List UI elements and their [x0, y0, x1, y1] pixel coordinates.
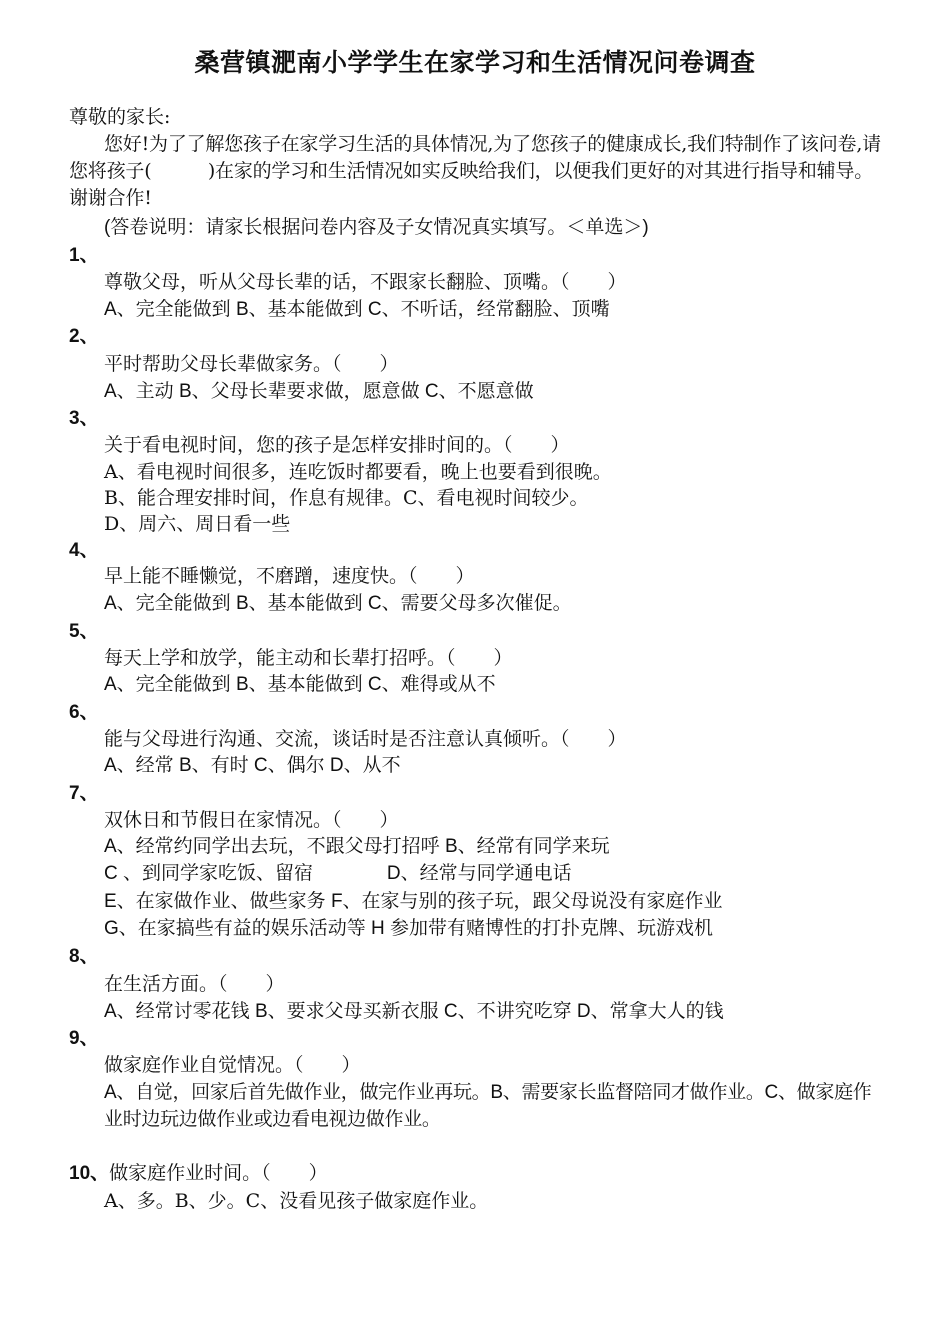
- question-options: A、完全能做到 B、基本能做到 C、需要父母多次催促。: [104, 593, 572, 614]
- question-number: 10、: [69, 1163, 110, 1184]
- question-options: G、在家搞些有益的娱乐活动等 H 参加带有赌博性的打扑克牌、玩游戏机: [104, 918, 714, 939]
- question-text: 能与父母进行沟通、交流，谈话时是否注意认真倾听。（ ）: [104, 728, 627, 750]
- question-text: 早上能不睡懒觉，不磨蹭，速度快。（ ）: [104, 565, 475, 587]
- question-text: 双休日和节假日在家情况。（ ）: [104, 809, 399, 831]
- question-options: A、主动 B、父母长辈要求做，愿意做 C、不愿意做: [104, 381, 534, 402]
- question-text: 在生活方面。（ ）: [104, 973, 285, 995]
- question-text: 做家庭作业时间。（ ）: [109, 1162, 328, 1184]
- document-title: 桑营镇淝南小学学生在家学习和生活情况问卷调查: [194, 48, 756, 77]
- question-options: A、经常 B、有时 C、偶尔 D、从不: [104, 755, 401, 776]
- question-options: A、完全能做到 B、基本能做到 C、不听话，经常翻脸、顶嘴: [104, 299, 610, 320]
- question-number: 4、: [69, 540, 99, 561]
- question-number: 6、: [69, 702, 99, 723]
- question-text: 尊敬父母，听从父母长辈的话，不跟家长翻脸、顶嘴。（ ）: [104, 271, 627, 293]
- question-options: B、能合理安排时间，作息有规律。C、看电视时间较少。: [104, 487, 589, 509]
- question-options: A、多。B、少。C、没看见孩子做家庭作业。: [104, 1190, 489, 1212]
- question-number: 1、: [69, 245, 99, 266]
- question-options: D、周六、周日看一些: [104, 513, 291, 535]
- question-text: 做家庭作业自觉情况。（ ）: [104, 1054, 361, 1076]
- question-options: A、经常约同学出去玩，不跟父母打招呼 B、经常有同学来玩: [104, 836, 610, 857]
- question-number: 7、: [69, 783, 99, 804]
- question-number: 5、: [69, 621, 99, 642]
- question-options: A、经常讨零花钱 B、要求父母买新衣服 C、不讲究吃穿 D、常拿大人的钱: [104, 1001, 724, 1022]
- question-text: 平时帮助父母长辈做家务。（ ）: [104, 353, 399, 375]
- question-number: 3、: [69, 408, 99, 429]
- question-text: 每天上学和放学，能主动和长辈打招呼。（ ）: [104, 647, 513, 669]
- question-number: 8、: [69, 946, 99, 967]
- intro-paragraph: 您好!为了了解您孩子在家学习生活的具体情况,为了您孩子的健康成长,我们特制作了该问卷,请您将孩子( )在家的学习和生活情况如实反映给我们，以便我们更好的对其进行指导和辅导。谢谢合作!: [69, 133, 881, 209]
- question-10-line: [69, 1160, 328, 1187]
- question-options: A、看电视时间很多，连吃饭时都要看，晚上也要看到很晚。: [104, 461, 612, 483]
- question-options: A、完全能做到 B、基本能做到 C、难得或从不: [104, 674, 496, 695]
- question-text: 关于看电视时间，您的孩子是怎样安排时间的。（ ）: [104, 434, 570, 456]
- question-number: 2、: [69, 326, 99, 347]
- question-number: 9、: [69, 1028, 99, 1049]
- question-options: E、在家做作业、做些家务 F、在家与别的孩子玩，跟父母说没有家庭作业: [104, 891, 723, 912]
- question-options: A、自觉，回家后首先做作业，做完作业再玩。B、需要家长监督陪同才做作业。C、做家庭作业时边玩边做作业或边看电视边做作业。: [104, 1082, 872, 1130]
- answer-instructions: (答卷说明：请家长根据问卷内容及子女情况真实填写。＜单选＞): [104, 217, 649, 238]
- greeting: 尊敬的家长:: [69, 106, 171, 128]
- question-options: C 、到同学家吃饭、留宿 D、经常与同学通电话: [104, 863, 572, 884]
